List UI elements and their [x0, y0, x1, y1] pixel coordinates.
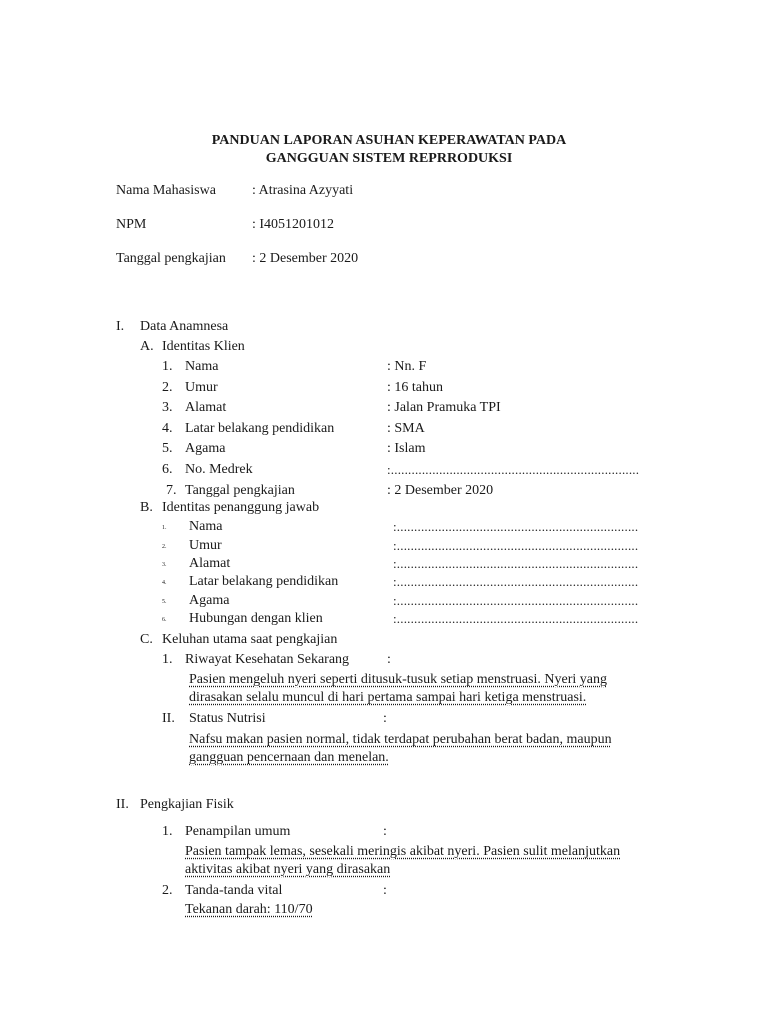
- guardian-item-value: :......................................................................: [393, 519, 639, 534]
- client-item-number: 5.: [162, 441, 173, 456]
- student-name-value: : Atrasina Azyyati: [252, 183, 354, 198]
- subsection-c-title: Keluhan utama saat pengkajian: [162, 632, 338, 647]
- client-item-label: No. Medrek: [185, 462, 253, 477]
- client-item-label: Umur: [185, 380, 218, 395]
- complaint-item-label: Status Nutrisi: [189, 711, 266, 726]
- complaint-item-number: 1.: [162, 652, 173, 667]
- complaint-item-number: II.: [162, 711, 175, 726]
- guardian-item-value: :......................................................................: [393, 538, 639, 553]
- guardian-item-number: 4.: [162, 580, 167, 586]
- guardian-item-label: Nama: [189, 519, 223, 534]
- guardian-item-label: Alamat: [189, 556, 231, 571]
- client-item-label: Alamat: [185, 400, 227, 415]
- client-item-value: : 16 tahun: [387, 380, 443, 395]
- subsection-a-title: Identitas Klien: [162, 339, 245, 354]
- client-item-label: Nama: [185, 359, 219, 374]
- guardian-item-number: 2.: [162, 544, 167, 550]
- physical-item-label: Tanda-tanda vital: [185, 883, 283, 898]
- guardian-item-number: 1.: [162, 525, 167, 531]
- client-item-label: Agama: [185, 441, 226, 456]
- guardian-item-label: Umur: [189, 538, 222, 553]
- guardian-item-label: Hubungan dengan klien: [189, 611, 323, 626]
- guardian-item-value: :......................................................................: [393, 611, 639, 626]
- client-item-number: 6.: [162, 462, 173, 477]
- npm-value: : I4051201012: [252, 217, 335, 232]
- subsection-b-number: B.: [140, 500, 153, 515]
- complaint-item-text: Pasien mengeluh nyeri seperti ditusuk-tusuk setiap menstruasi. Nyeri yang: [189, 672, 607, 687]
- subsection-a-number: A.: [140, 339, 154, 354]
- guardian-item-label: Agama: [189, 593, 230, 608]
- document-title-line2: GANGGUAN SISTEM REPRRODUKSI: [265, 151, 513, 166]
- client-item-number: 1.: [162, 359, 173, 374]
- section-1-number: I.: [116, 319, 125, 334]
- client-item-value: : Islam: [387, 441, 426, 456]
- client-item-value: :........................................................................: [387, 462, 640, 477]
- client-item-number: 4.: [162, 421, 173, 436]
- guardian-item-value: :......................................................................: [393, 556, 639, 571]
- physical-item-number: 1.: [162, 824, 173, 839]
- physical-item-text: Tekanan darah: 110/70: [185, 902, 313, 917]
- client-item-value: : Nn. F: [387, 359, 427, 374]
- physical-item-colon: :: [383, 883, 387, 898]
- npm-label: NPM: [116, 217, 147, 232]
- subsection-b-title: Identitas penanggung jawab: [162, 500, 320, 515]
- guardian-item-number: 5.: [162, 599, 167, 605]
- guardian-item-label: Latar belakang pendidikan: [189, 574, 339, 589]
- client-item-value: : Jalan Pramuka TPI: [387, 400, 501, 415]
- student-name-label: Nama Mahasiswa: [116, 183, 216, 198]
- client-item-value: : SMA: [387, 421, 425, 436]
- complaint-item-label: Riwayat Kesehatan Sekarang: [185, 652, 350, 667]
- guardian-item-number: 6.: [162, 617, 167, 623]
- client-item-label: Latar belakang pendidikan: [185, 421, 335, 436]
- complaint-item-text: gangguan pencernaan dan menelan.: [189, 750, 389, 765]
- complaint-item-text: Nafsu makan pasien normal, tidak terdapat perubahan berat badan, maupun: [189, 732, 612, 747]
- document-title-line1: PANDUAN LAPORAN ASUHAN KEPERAWATAN PADA: [211, 133, 567, 148]
- complaint-item-text: dirasakan selalu muncul di hari pertama sampai hari ketiga menstruasi.: [189, 690, 587, 705]
- section-2-title: Pengkajian Fisik: [140, 797, 234, 812]
- client-item-label: Tanggal pengkajian: [185, 483, 295, 498]
- assessment-date-label: Tanggal pengkajian: [116, 251, 226, 266]
- assessment-date-value: : 2 Desember 2020: [252, 251, 359, 266]
- guardian-item-value: :......................................................................: [393, 574, 639, 589]
- physical-item-label: Penampilan umum: [185, 824, 291, 839]
- subsection-c-number: C.: [140, 632, 153, 647]
- section-1-title: Data Anamnesa: [140, 319, 229, 334]
- physical-item-text: Pasien tampak lemas, sesekali meringis akibat nyeri. Pasien sulit melanjutkan: [185, 844, 621, 859]
- physical-item-text: aktivitas akibat nyeri yang dirasakan: [185, 862, 391, 877]
- guardian-item-value: :......................................................................: [393, 593, 639, 608]
- physical-item-colon: :: [383, 824, 387, 839]
- section-2-number: II.: [116, 797, 129, 812]
- complaint-item-colon: :: [387, 652, 391, 667]
- physical-item-number: 2.: [162, 883, 173, 898]
- complaint-item-colon: :: [383, 711, 387, 726]
- client-item-value: : 2 Desember 2020: [387, 483, 494, 498]
- client-item-number: 3.: [162, 400, 173, 415]
- guardian-item-number: 3.: [162, 562, 167, 568]
- client-item-number: 2.: [162, 380, 173, 395]
- client-item-number: 7.: [166, 483, 177, 498]
